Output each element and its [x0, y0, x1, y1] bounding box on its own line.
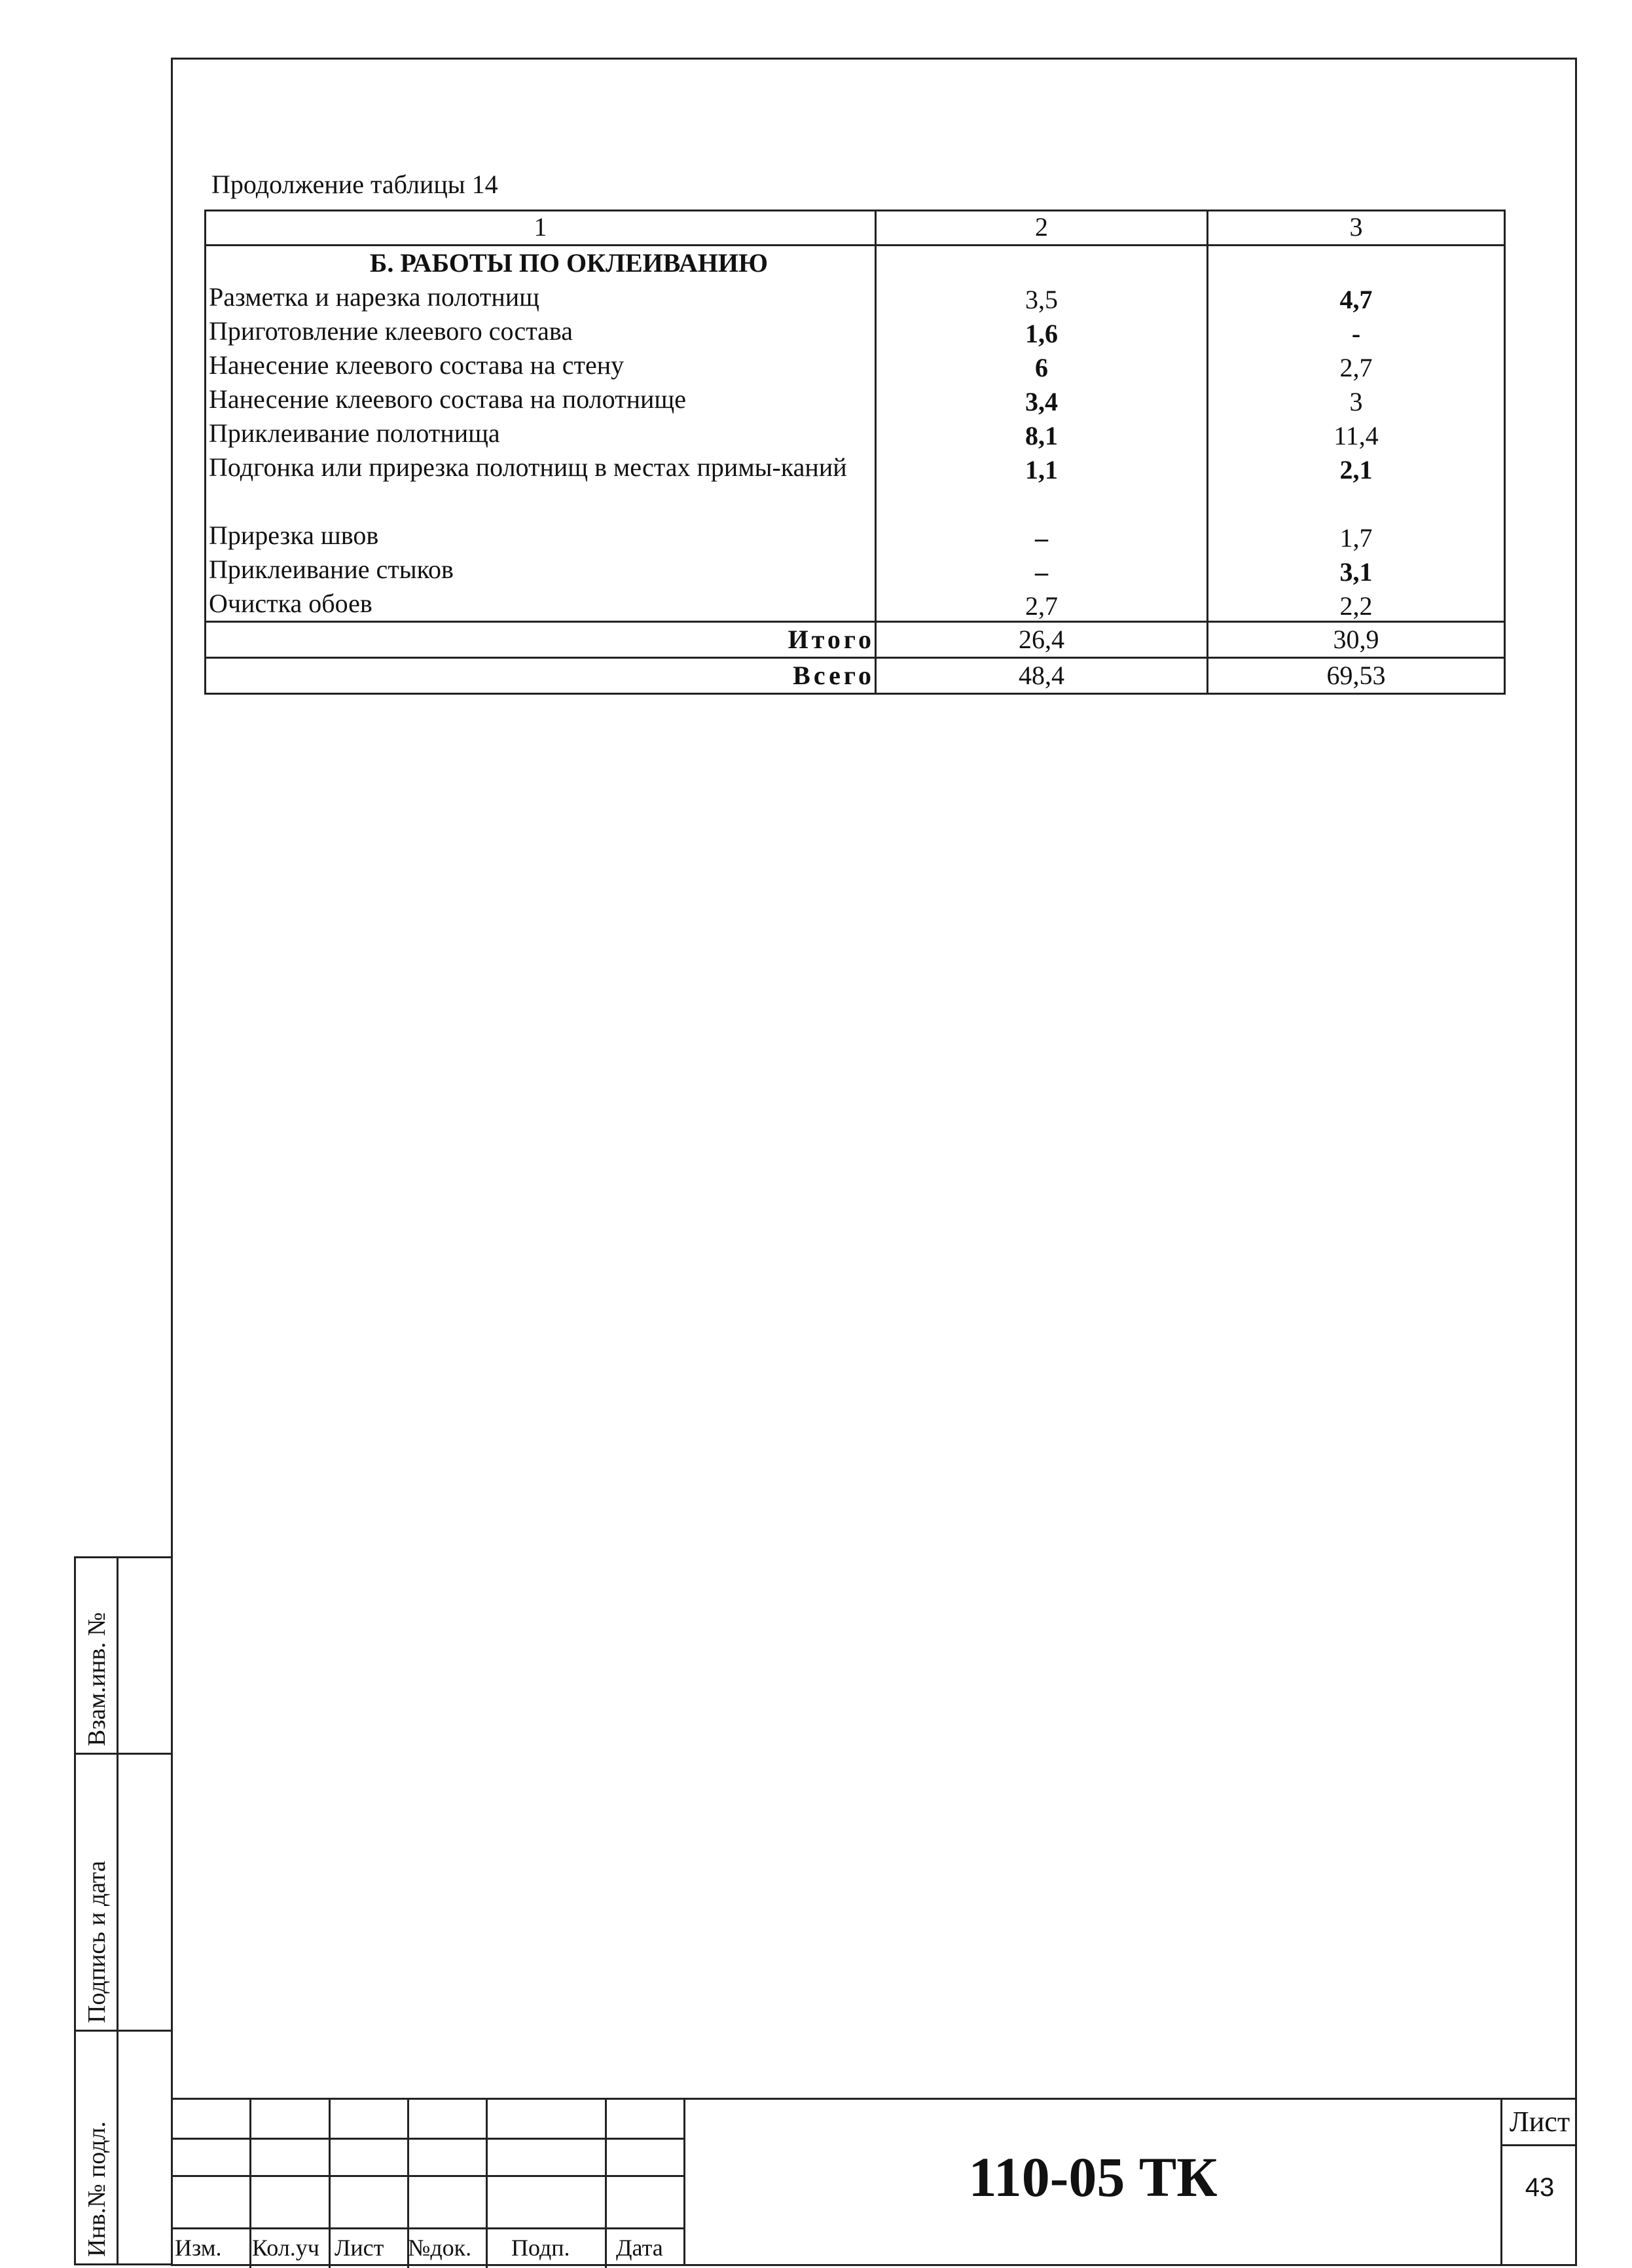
total-label: Итого	[206, 622, 876, 658]
kol-uch-label: Кол.уч	[252, 2235, 319, 2261]
col2-value: 3,5	[1025, 285, 1058, 314]
total-col3: 30,9	[1208, 622, 1505, 658]
section-title: Б. РАБОТЫ ПО ОКЛЕИВАНИЮ	[369, 248, 769, 278]
row-name: Нанесение клеевого состава на стену	[209, 350, 625, 380]
podpis-label: Подпись и дата	[83, 1860, 111, 2023]
work-names-cell	[206, 246, 876, 622]
grand-total-label: Всего	[206, 658, 876, 694]
inv-label: Инв.№ подл.	[83, 2121, 111, 2257]
col3-value: 3,1	[1339, 557, 1373, 587]
podpis-cell	[76, 1753, 171, 2032]
row-name: Приклеивание полотнища	[209, 418, 500, 448]
izm-label: Изм.	[175, 2235, 222, 2261]
ndok-label: №док.	[408, 2235, 472, 2261]
sheet-label: Лист	[1509, 2106, 1570, 2138]
col2-value: –	[1035, 557, 1048, 587]
vzam-label: Взам.инв. №	[83, 1612, 111, 1746]
col3-value: -	[1351, 319, 1361, 348]
col3-value: 2,1	[1339, 455, 1373, 485]
sheet-number: 43	[1525, 2173, 1555, 2202]
row-name: Разметка и нарезка полотнищ	[209, 282, 539, 312]
table-caption: Продолжение таблицы 14	[211, 170, 498, 199]
row-name: Нанесение клеевого состава на полотнище	[209, 384, 686, 414]
col3-value: 2,7	[1339, 353, 1373, 382]
row-name: Очистка обоев	[209, 589, 372, 618]
row-name: Прирезка швов	[209, 521, 379, 550]
col2-value: 2,7	[1025, 591, 1058, 621]
col2-value: 6	[1035, 353, 1048, 382]
col3-value: 2,2	[1339, 591, 1373, 621]
row-name: Приклеивание стыков	[209, 555, 454, 584]
document-code-cell	[683, 2098, 1500, 2266]
podp-label: Подп.	[511, 2235, 570, 2261]
col2-value: 1,6	[1025, 319, 1058, 348]
works-table	[204, 210, 1506, 695]
inv-cell	[76, 2030, 171, 2263]
total-col2: 26,4	[876, 622, 1208, 658]
col2-value: 1,1	[1025, 455, 1058, 485]
col3-value: 11,4	[1333, 421, 1379, 450]
table-header-row	[206, 211, 1505, 246]
col2-value: 3,4	[1025, 387, 1058, 416]
col2-value: 8,1	[1025, 421, 1058, 450]
binding-strip	[74, 1556, 173, 2265]
grand-total-row	[206, 658, 1505, 694]
grand-total-col3: 69,53	[1208, 658, 1505, 694]
table-body	[206, 246, 1505, 622]
sheet-box	[1500, 2098, 1577, 2266]
vzam-cell	[76, 1558, 171, 1755]
title-block-grid	[171, 2098, 683, 2266]
document-code: 110-05 ТК	[968, 2146, 1218, 2208]
row-name: Приготовление клеевого состава	[209, 316, 573, 346]
row-name: Подгонка или прирезка полотнищ в местах примы-каний	[209, 452, 847, 482]
column-header: 3	[1208, 211, 1505, 246]
col3-value: 1,7	[1339, 523, 1373, 553]
data-label: Дата	[616, 2235, 663, 2261]
col3-values-cell	[1208, 246, 1505, 622]
column-header: 2	[876, 211, 1208, 246]
list-label: Лист	[335, 2235, 384, 2261]
grand-total-col2: 48,4	[876, 658, 1208, 694]
col2-value: –	[1035, 523, 1048, 553]
col3-value: 3	[1349, 387, 1363, 416]
column-header: 1	[206, 211, 876, 246]
col3-value: 4,7	[1339, 285, 1373, 314]
total-row	[206, 622, 1505, 658]
col2-values-cell	[876, 246, 1208, 622]
